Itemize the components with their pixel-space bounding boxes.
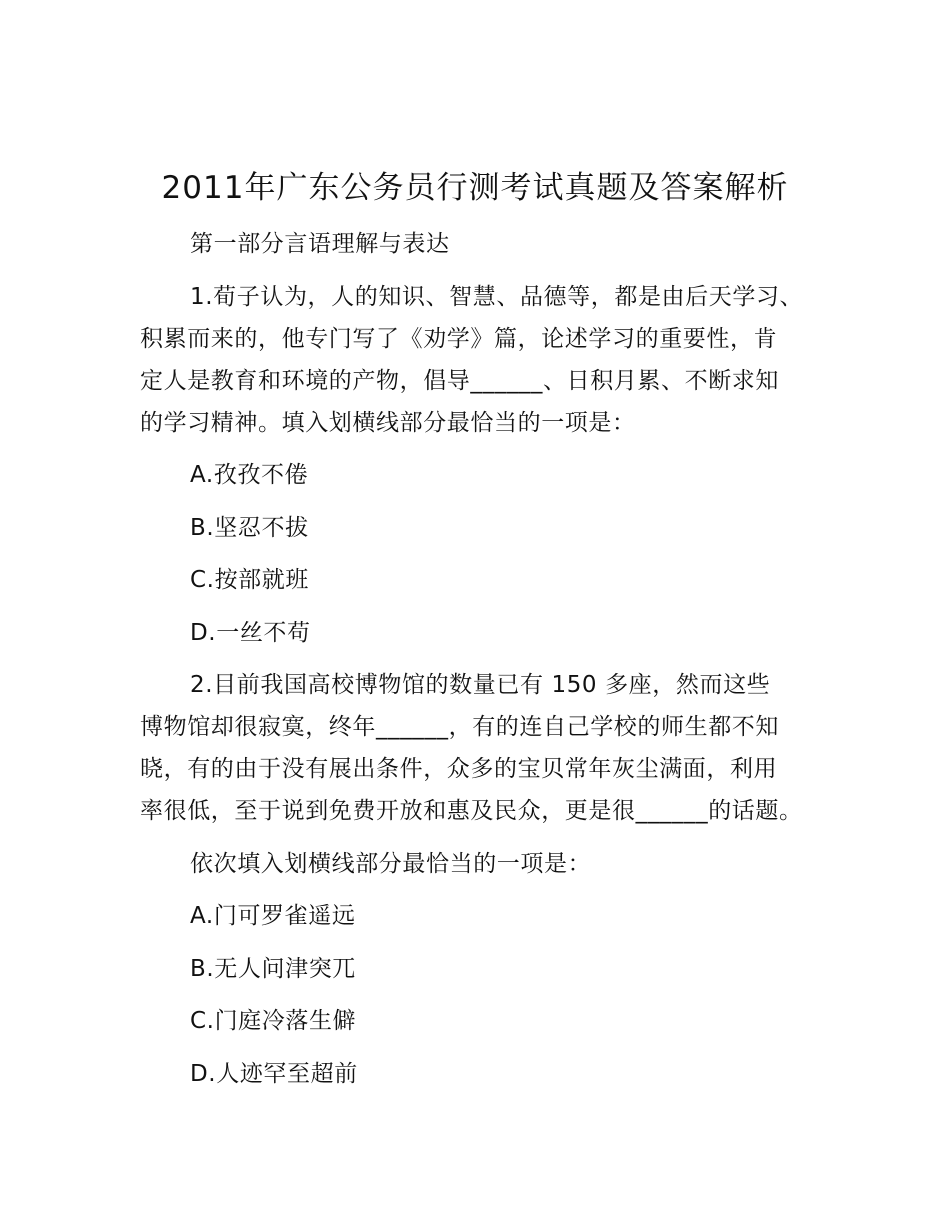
question-1-stem	[140, 276, 830, 444]
question-1-line-3: 定人是教育和环境的产物，倡导______、日积月累、不断求知	[140, 367, 779, 394]
question-2-option-d: D.人迹罕至超前	[190, 1060, 358, 1087]
question-1-line-1: 1.荀子认为，人的知识、智慧、品德等，都是由后天学习、	[190, 283, 804, 310]
question-2-line-2: 博物馆却很寂寞，终年______，有的连自己学校的师生都不知	[140, 714, 779, 740]
question-1-option-d: D.一丝不苟	[190, 619, 311, 646]
question-2-line-3: 晓，有的由于没有展出条件，众多的宝贝常年灰尘满面，利用	[140, 756, 778, 782]
document-body	[140, 223, 830, 1105]
question-1-line-4: 的学习精神。填入划横线部分最恰当的一项是：	[140, 409, 636, 436]
question-2-stem	[140, 664, 830, 832]
section-heading: 第一部分言语理解与表达	[190, 231, 450, 257]
question-2-line-1: 2.目前我国高校博物馆的数量已有 150 多座，然而这些	[190, 672, 771, 698]
question-2-line-4: 率很低，至于说到免费开放和惠及民众，更是很______的话题。	[140, 798, 803, 824]
question-2-option-b: B.无人问津突兀	[190, 955, 356, 982]
question-1-option-a: A.孜孜不倦	[190, 462, 309, 488]
question-1-line-2: 积累而来的，他专门写了《劝学》篇，论述学习的重要性，肯	[140, 325, 778, 352]
question-1-option-c: C.按部就班	[190, 567, 309, 593]
question-2-option-a: A.门可罗雀遥远	[190, 903, 356, 929]
question-2-prompt: 依次填入划横线部分最恰当的一项是：	[190, 850, 592, 877]
question-2-option-c: C.门庭冷落生僻	[190, 1008, 357, 1034]
document-title: 2011年广东公务员行测考试真题及答案解析	[161, 170, 789, 206]
question-1-option-b: B.坚忍不拔	[190, 514, 309, 541]
